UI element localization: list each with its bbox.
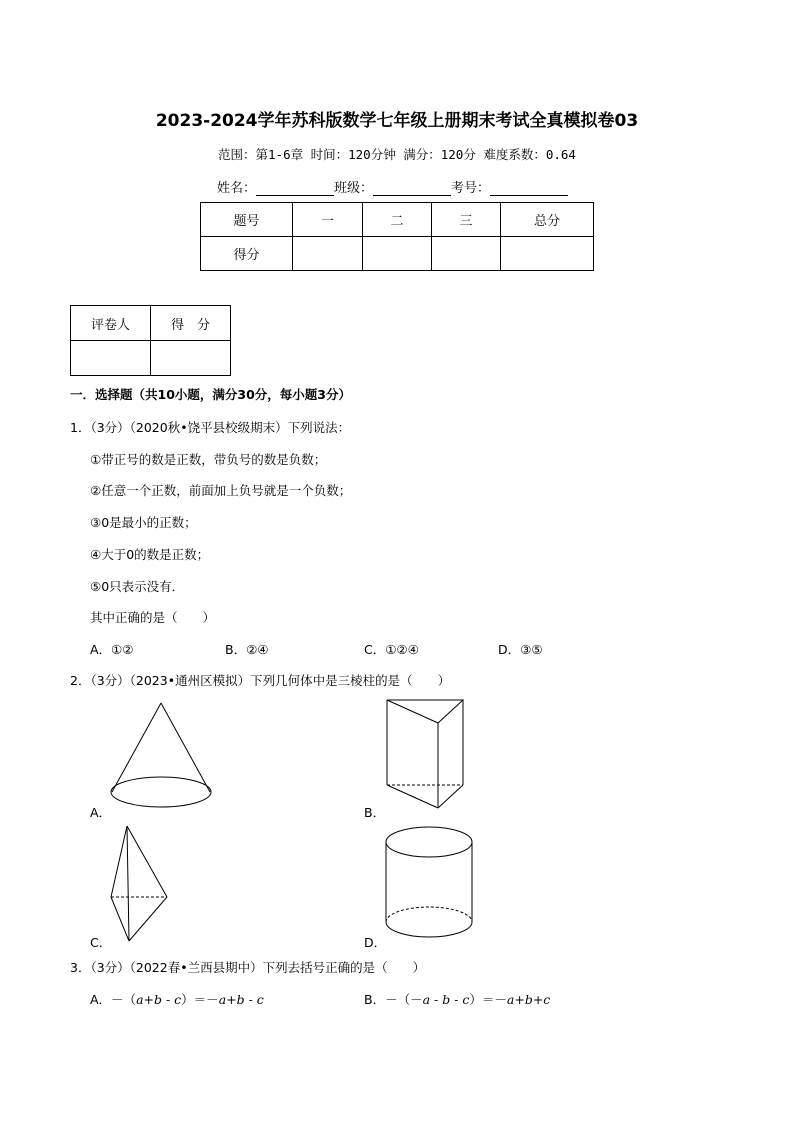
triangular-pyramid-icon — [111, 826, 167, 941]
score-header-cell: 总分 — [501, 203, 594, 237]
question-1-ask: 其中正确的是（ ） — [90, 610, 216, 625]
option-b-expression: a - b - c — [422, 992, 470, 1007]
option-a-expression: a+b - c — [136, 992, 182, 1007]
question-1-item: ④大于0的数是正数； — [90, 547, 210, 562]
question-1-item: ①带正号的数是正数，带负号的数是负数； — [90, 452, 327, 467]
grader-score-label: 得 分 — [151, 306, 231, 341]
section-heading: 一．选择题（共10小题，满分30分，每小题3分） — [70, 387, 351, 402]
exam-meta: 范围：第1-6章 时间：120分钟 满分：120分 难度系数：0.64 — [218, 147, 576, 162]
question-2-option-d[interactable]: D． — [364, 935, 387, 950]
score-header-cell: 一 — [293, 203, 363, 237]
score-header-cell: 三 — [432, 203, 501, 237]
question-2-option-b[interactable]: B． — [364, 805, 386, 820]
question-1-option-b[interactable]: B．②④ — [225, 642, 269, 657]
name-label: 姓名： — [217, 181, 257, 196]
option-a-equals: ）＝－ — [181, 992, 219, 1007]
exam-no-label: 考号： — [451, 181, 491, 196]
page-title: 2023-2024学年苏科版数学七年级上册期末考试全真模拟卷03 — [155, 111, 639, 131]
question-2-stem: 2．（3分）（2023•通州区模拟）下列几何体中是三棱柱的是（ ） — [70, 673, 451, 688]
question-3-stem: 3．（3分）（2022春•兰西县期中）下列去括号正确的是（ ） — [70, 960, 426, 975]
class-label: 班级： — [334, 181, 374, 196]
cone-icon — [111, 703, 211, 807]
score-header-cell: 二 — [363, 203, 432, 237]
grader-label: 评卷人 — [71, 306, 151, 341]
question-3-option-a[interactable] — [90, 990, 264, 1008]
option-a-result: a+b - c — [218, 992, 264, 1007]
question-1-option-d[interactable]: D．③⑤ — [498, 642, 543, 657]
question-2-option-c[interactable]: C． — [90, 935, 112, 950]
question-2-option-a[interactable]: A． — [90, 805, 112, 820]
option-b-prefix: B．－（－ — [364, 992, 423, 1007]
option-b-result: a+b+c — [506, 992, 551, 1007]
question-1-option-a[interactable]: A．①② — [90, 642, 134, 657]
option-b-equals: ）＝－ — [469, 992, 507, 1007]
question-3-option-b[interactable] — [364, 990, 550, 1008]
score-header-cell: 题号 — [201, 203, 293, 237]
score-row-label: 得分 — [201, 237, 293, 271]
question-1-item: ②任意一个正数，前面加上负号就是一个负数； — [90, 483, 352, 498]
question-1-item: ⑤0只表示没有． — [90, 579, 185, 594]
question-1-item: ③0是最小的正数； — [90, 515, 197, 530]
cylinder-icon — [386, 827, 472, 937]
triangular-prism-icon — [387, 700, 463, 808]
option-a-prefix: A．－（ — [90, 992, 137, 1007]
question-1-option-c[interactable]: C．①②④ — [364, 642, 419, 657]
question-1-stem: 1．（3分）（2020秋•饶平县校级期末）下列说法： — [70, 420, 351, 435]
